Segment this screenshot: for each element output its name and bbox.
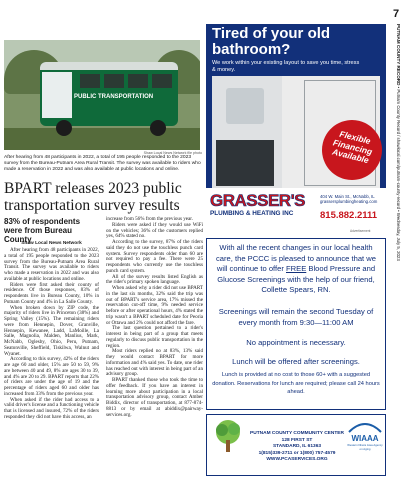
bus-photo <box>4 40 200 150</box>
grassers-logo <box>210 192 316 222</box>
article-paragraph: The last question pertained to a rider's interest in being part of a group that meets regularly to discuss public transportation in the region. <box>106 325 203 349</box>
advertisement-tag: Advertisement <box>350 229 371 233</box>
wiaaa-swoosh-icon <box>347 420 383 436</box>
pccc-ad <box>206 414 386 476</box>
running-head-paper: PUTNAM COUNTY RECORD <box>396 24 401 86</box>
article-headline: BPART releases 2023 public transportation survey results <box>4 180 182 214</box>
brand-name: GRASSER'S <box>210 191 305 210</box>
article-paragraph: BPART thanked those who took the time to offer feedback. If you have an interest in learning more about participation in a local transportation advisory group, contact Amber Biddix, director of transportation, at 877-874-8813 or by email at abiddix@pairway-services.org. <box>106 377 203 418</box>
ad-street: 404 W. Main St., McNabb, IL <box>320 194 375 199</box>
wiaaa-logo: WIAAA Western Illinois Area Agency on Aging <box>347 420 383 466</box>
article-paragraph: According to the survey, 87% of the riders said they do not use the touchless punch card system. Survey respondents older than 60 are not required to pay a fee. There were 25 respondents who currently use the touchless punch card system. <box>106 239 203 274</box>
article-column-2 <box>106 217 203 418</box>
ad-website[interactable]: grassersplumbingheating.com <box>320 199 378 205</box>
article-paragraph: When broken down by ZIP code, the majority of riders live in Princeton (38%) and Spring Valley (15%). The remaining riders were from Hennepin, Dover, Granville, Hennepin, Kewanee, Ladd, LaMoille, La Salle, Magnolia, Malden, Manlius, Mark, McNabb, Oglesby, Ohio, Peru, Putnam, Seatonville, Sheffield, Tiskilwa, Walnut and Wyanet. <box>4 304 99 357</box>
tree-logo-icon <box>211 418 245 454</box>
grassers-ad[interactable] <box>206 24 386 232</box>
screening-ad <box>206 238 386 410</box>
photo-credit: Shaw Local News Network file photo <box>143 151 202 155</box>
article-byline: Shaw Local News Network <box>21 241 82 246</box>
article-paragraph: Most riders replied no at 83%, 13% said they would contact BPART for more information and 4% said yes. To date, one rider has reached out with interest in being part of an advisory group. <box>106 348 203 378</box>
article-deck: 83% of respondents were from Bureau County <box>4 217 81 244</box>
running-head-rest: • Putnam County Record / shawlocal.com/putnam-county-record • Wednesday, July 5, 2023 <box>396 85 401 261</box>
article-paragraph: After hearing from 48 participants in 2022, a total of 195 people responded to the 2023 survey from the Bureau-Putnam Area Rural Transit. The survey was available to riders who made a reservation in 2022 and was also available at public locations and online. <box>4 247 99 282</box>
pccc-phone: 1(815)339-2711 or 1(800) 757-4579 <box>258 450 336 456</box>
lunch-details: Lunch is provided at no cost to those 60+ with a suggested donation. Reservations for lunch are required; please call 24 hours ahead. <box>212 372 380 395</box>
article-paragraph: increase from 56% from the previous year. <box>106 216 193 222</box>
financing-badge: Flexible Financing Available <box>316 114 386 187</box>
running-head <box>389 24 403 261</box>
article-paragraph: Riders were first asked their county of residence. Of those responses, 83% of respondents live in Bureau County, 10% in Putnam County and 4% in La Salle County. <box>4 281 99 305</box>
article-paragraph: All of the survey results listed English as the rider's primary spoken language. <box>106 273 203 286</box>
pccc-name: PUTNAM COUNTY COMMUNITY CENTER <box>250 431 344 436</box>
article-paragraph: Riders were asked if they would use WiFi on the vehicles; 36% of the customers replied yes, 64% stated no. <box>106 221 203 240</box>
transit-bus <box>40 62 178 126</box>
pccc-contact: PUTNAM COUNTY COMMUNITY CENTER 128 FIRST ST STANDARD, IL 61363 1(815)339-2711 or 1(800) 757-4579 WWW.PCASERVICES.ORG <box>250 431 344 462</box>
pccc-web: WWW.PCASERVICES.ORG <box>266 457 328 462</box>
photo-caption: After hearing from 48 participants in 2022, a total of 195 people responded to the 2023 survey from the Bureau-Putnam Area Rural Transit. The survey was available to riders who made a reservation in 2022 and was also available at public locations and online. <box>4 155 201 172</box>
no-appointment: No appointment is necessary. <box>246 338 346 347</box>
ad-address <box>320 194 386 205</box>
screening-schedule: Screenings will remain the second Tuesday of every month from 9:30—11:00 AM <box>218 307 374 327</box>
article-column-1 <box>4 248 99 421</box>
lunch-offered: Lunch will be offered after screenings. <box>232 357 360 366</box>
ad-title: Tired of your old bathroom? <box>212 25 331 58</box>
page-number: 7 <box>392 8 400 20</box>
ad-subtitle: We work within your existing layout to save you time, stress & money. <box>212 60 360 73</box>
article-paragraph: According to this survey, 42% of the riders are age 60 and older, 15% are 50 to 59, 9% are between 40 and 49, 8% are ages 30 to 39, and 4% are 20 to 29. BPART reports that 22% of riders are under the age of 19 and the percentage of riders aged 60 and older has increased from 33% from the previous year. <box>4 356 99 397</box>
free-label: FREE <box>286 264 307 273</box>
ad-phone[interactable]: 815.882.2111 <box>320 210 378 221</box>
article-paragraph: When asked if the rider had access to a valid driver's license and a functioning vehicle that is licensed and insured, 72% of the riders responded they did not have this access, an <box>4 396 99 420</box>
article-paragraph: When asked why a rider did not use BPART in the last six months, 32% said the trip was out of BPART's service area, 17% missed the reservation cut-off time, 9% needed service before or after operational hours, 4% stated the trip wasn't a BPART scheduled date for Peoria or Ottawa and 2% could not afford the fare. <box>106 285 203 326</box>
bus-lettering: PUBLIC TRANSPORTATION <box>74 94 154 100</box>
screening-intro: With all the recent changes in our local health care, the PCCC is pleased to announce that we will continue to offer FREE Blood Pressure and Glucose Screenings with the help of our friend, Collette Spears, RN. <box>216 243 376 294</box>
brand-subtitle: PLUMBING & HEATING INC <box>210 210 294 217</box>
